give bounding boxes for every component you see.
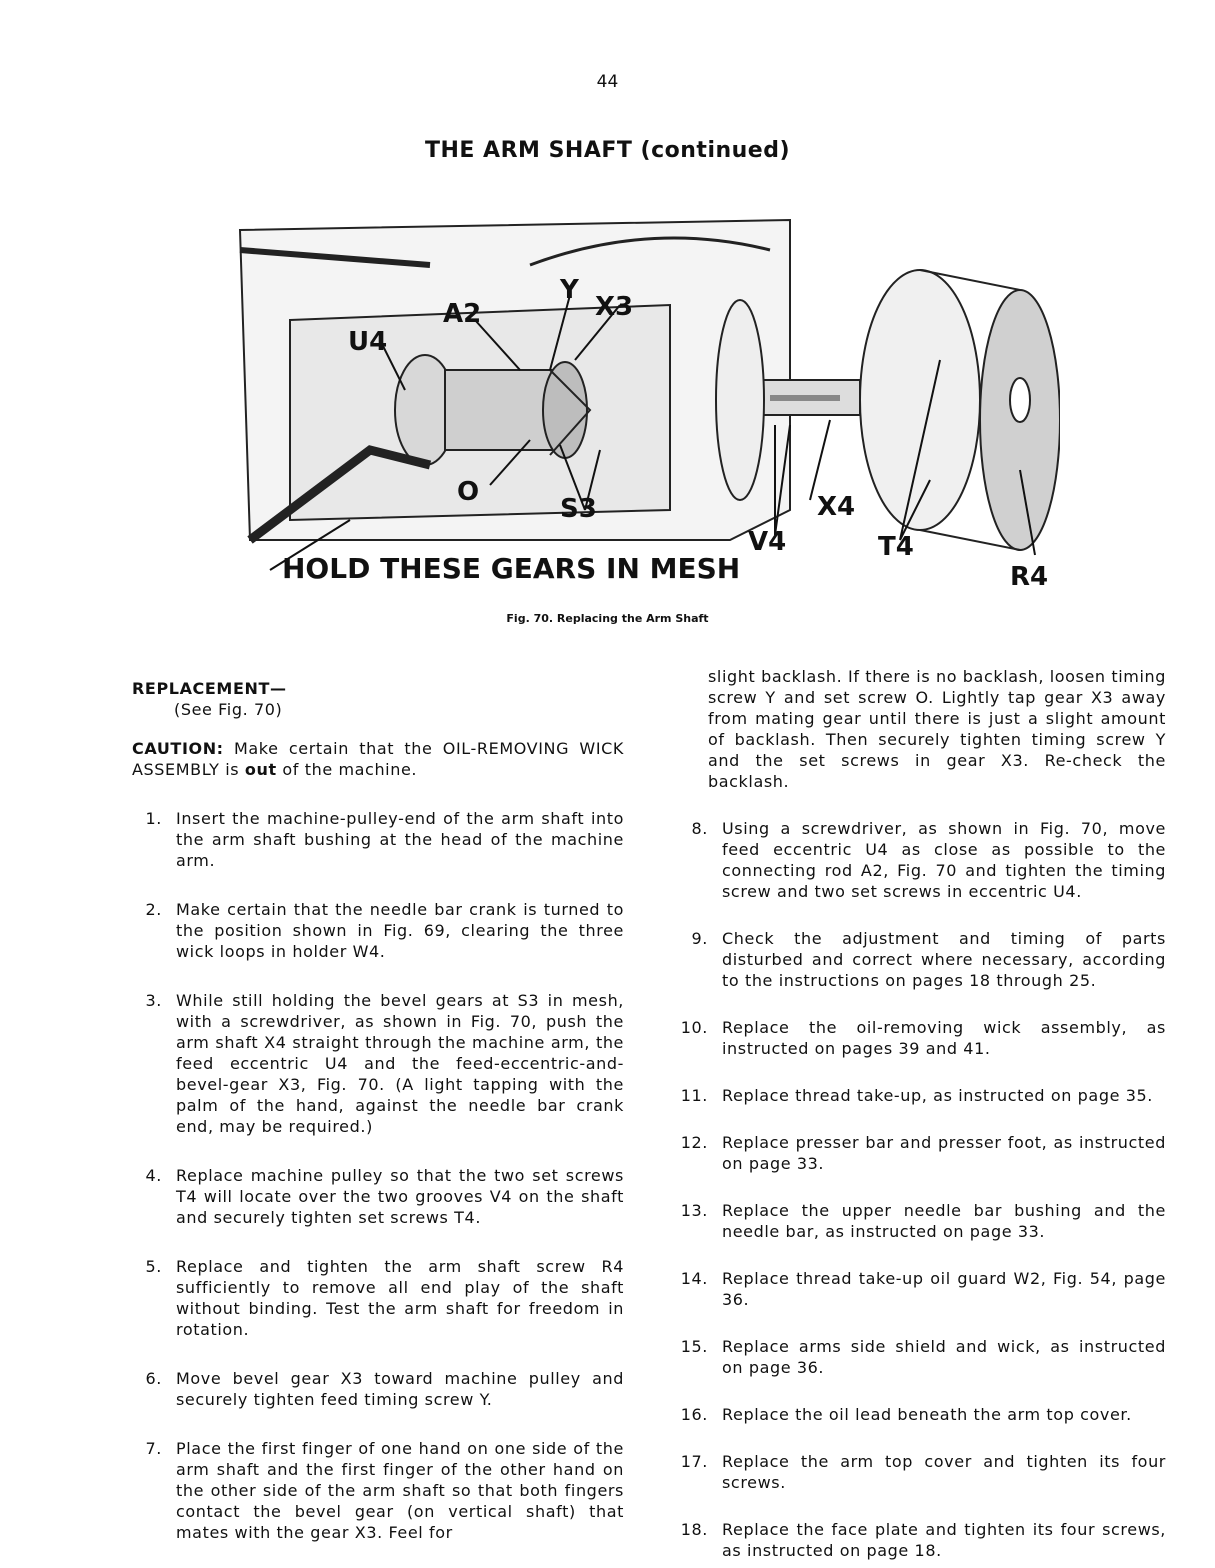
step-5: 5. Replace and tighten the arm shaft screw R4 sufficiently to remove all end play of the shaft without binding. Test the arm shaft for freedom in rotation. bbox=[145, 1257, 624, 1339]
left-column bbox=[132, 678, 624, 1543]
callout-u4: U4 bbox=[348, 327, 388, 357]
step-16: 16. Replace the oil lead beneath the arm top cover. bbox=[680, 1405, 1132, 1424]
caution-tail: of the machine. bbox=[276, 760, 418, 779]
step-4: 4. Replace machine pulley so that the two set screws T4 will locate over the two grooves V4 on the shaft and securely tighten set screws T4. bbox=[145, 1166, 624, 1227]
step-8: 8. Using a screwdriver, as shown in Fig. 70, move feed eccentric U4 as close as possible to the connecting rod A2, Fig. 70 and tighten the timing screw and two set screws in eccentric U4. bbox=[691, 819, 1166, 901]
figure-banner: HOLD THESE GEARS IN MESH bbox=[282, 552, 741, 585]
callout-a2: A2 bbox=[443, 299, 482, 329]
step-6: 6. Move bevel gear X3 toward machine pulley and securely tighten feed timing screw Y. bbox=[145, 1369, 624, 1409]
figure-70 bbox=[230, 210, 1060, 605]
caution-label: CAUTION: bbox=[132, 739, 224, 758]
step-7-continued: slight backlash. If there is no backlash, loosen timing screw Y and set screw O. Lightly tap gear X3 away from mating gear until there is just a slight amount of backlash. Then securely tighten timing screw Y and the set screws in gear X3. Re-check the backlash. bbox=[708, 667, 1166, 791]
step-14: 14. Replace thread take-up oil guard W2, Fig. 54, page 36. bbox=[680, 1269, 1166, 1309]
callout-t4: T4 bbox=[878, 532, 914, 562]
callout-x4: X4 bbox=[817, 492, 856, 522]
step-1: 1. Insert the machine-pulley-end of the arm shaft into the arm shaft bushing at the head of the machine arm. bbox=[145, 809, 624, 870]
steps-list-right bbox=[678, 818, 1166, 1561]
page-title: THE ARM SHAFT (continued) bbox=[424, 138, 791, 163]
callout-y: Y bbox=[560, 275, 579, 305]
section-heading: REPLACEMENT— bbox=[132, 679, 287, 698]
step-18: 18. Replace the face plate and tighten its four screws, as instructed on page 18. bbox=[680, 1520, 1166, 1560]
step-15: 15. Replace arms side shield and wick, as instructed on page 36. bbox=[680, 1337, 1166, 1377]
step-12: 12. Replace presser bar and presser foot, as instructed on page 33. bbox=[680, 1133, 1166, 1173]
callout-x3: X3 bbox=[595, 292, 634, 322]
step-13: 13. Replace the upper needle bar bushing and the needle bar, as instructed on page 33. bbox=[680, 1201, 1166, 1241]
caution-bold: out bbox=[244, 760, 277, 779]
caution-note bbox=[132, 738, 624, 780]
step-11: 11. Replace thread take-up, as instructed on page 35. bbox=[680, 1086, 1153, 1105]
step-3: 3. While still holding the bevel gears at S3 in mesh, with a screwdriver, as shown in Fig. 70, push the arm shaft X4 straight through the machine arm, the feed eccentric U4 and the feed-eccentric-and-bevel-gear X3, Fig. 70. (A light tapping with the palm of the hand, against the needle bar crank end, may be required.) bbox=[145, 991, 624, 1136]
caution-text: Make certain that the OIL-REMOVING WICK ASSEMBLY is bbox=[132, 739, 624, 779]
steps-list-left bbox=[132, 808, 624, 1543]
figure-caption: Fig. 70. Replacing the Arm Shaft bbox=[506, 612, 709, 625]
section-subheading: (See Fig. 70) bbox=[174, 700, 283, 719]
arm-shaft-illustration bbox=[230, 210, 1060, 605]
callout-r4: R4 bbox=[1010, 562, 1049, 592]
page-number: 44 bbox=[596, 72, 619, 92]
step-2: 2. Make certain that the needle bar crank is turned to the position shown in Fig. 69, clearing the three wick loops in holder W4. bbox=[145, 900, 624, 961]
step-17: 17. Replace the arm top cover and tighten its four screws. bbox=[680, 1452, 1166, 1492]
callout-o: O bbox=[457, 477, 480, 507]
callout-v4: V4 bbox=[748, 527, 787, 557]
step-9: 9. Check the adjustment and timing of parts disturbed and correct where necessary, according to the instructions on pages 18 through 25. bbox=[691, 929, 1166, 990]
step-10: 10. Replace the oil-removing wick assembly, as instructed on pages 39 and 41. bbox=[680, 1018, 1166, 1058]
right-column bbox=[678, 666, 1166, 1561]
step-7: 7. Place the first finger of one hand on one side of the arm shaft and the first finger of the other hand on the other side of the arm shaft so that both fingers contact the bevel gear (on vertical shaft) that mates with the gear X3. Feel for bbox=[145, 1439, 624, 1542]
callout-s3: S3 bbox=[560, 494, 597, 524]
